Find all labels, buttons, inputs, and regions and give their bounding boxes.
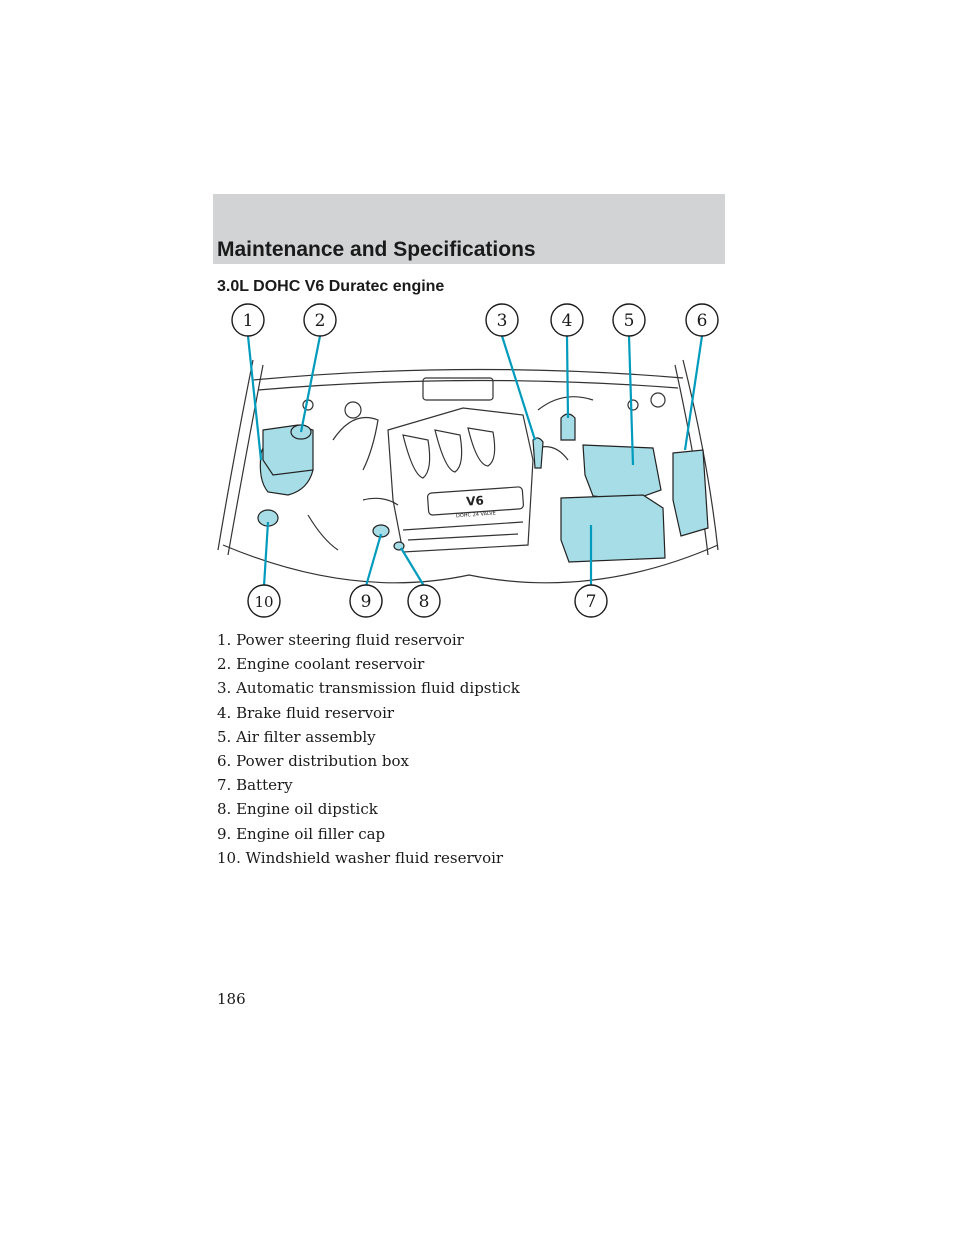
callout-2 <box>304 304 336 336</box>
engine-badge-sublabel: DOHC 24 VALVE <box>455 510 497 520</box>
callout-7 <box>575 585 607 617</box>
svg-text:7: 7 <box>585 592 597 612</box>
svg-text:8: 8 <box>418 592 430 612</box>
list-item: 3. Automatic transmission fluid dipstick <box>217 679 520 698</box>
callout-6 <box>686 304 718 336</box>
power-distribution-box <box>673 450 708 536</box>
callout-10 <box>248 585 280 617</box>
engine-compartment-diagram <box>213 300 725 625</box>
air-filter-assembly <box>583 445 661 500</box>
callout-3 <box>486 304 518 336</box>
engine-heading: 3.0L DOHC V6 Duratec engine <box>217 278 445 295</box>
callout-1 <box>232 304 264 336</box>
list-item: 1. Power steering fluid reservoir <box>217 631 464 649</box>
svg-text:5: 5 <box>623 311 635 331</box>
svg-text:10: 10 <box>254 593 274 611</box>
page-number: 186 <box>217 990 246 1008</box>
list-item: 6. Power distribution box <box>217 751 409 770</box>
svg-text:1: 1 <box>242 311 254 331</box>
callout-8 <box>408 585 440 617</box>
svg-text:2: 2 <box>314 311 326 331</box>
callout-5 <box>613 304 645 336</box>
svg-text:6: 6 <box>696 311 708 331</box>
svg-text:9: 9 <box>360 592 372 612</box>
engine-badge-label: V6 <box>465 493 485 509</box>
parts-list <box>217 628 520 870</box>
svg-text:4: 4 <box>561 311 573 331</box>
list-item: 9. Engine oil filler cap <box>217 824 386 843</box>
list-item: 8. Engine oil dipstick <box>217 800 378 819</box>
list-item: 2. Engine coolant reservoir <box>217 655 425 674</box>
engine-badge <box>456 493 496 519</box>
list-item: 10. Windshield washer fluid reservoir <box>217 848 504 867</box>
svg-text:3: 3 <box>496 311 508 331</box>
section-title: Maintenance and Specifications <box>217 238 536 261</box>
callout-9 <box>350 585 382 617</box>
list-item: 5. Air filter assembly <box>217 727 376 746</box>
callout-4 <box>551 304 583 336</box>
list-item: 4. Brake fluid reservoir <box>217 703 395 722</box>
list-item: 7. Battery <box>217 776 293 795</box>
transmission-dipstick <box>533 438 543 468</box>
battery <box>561 495 665 562</box>
